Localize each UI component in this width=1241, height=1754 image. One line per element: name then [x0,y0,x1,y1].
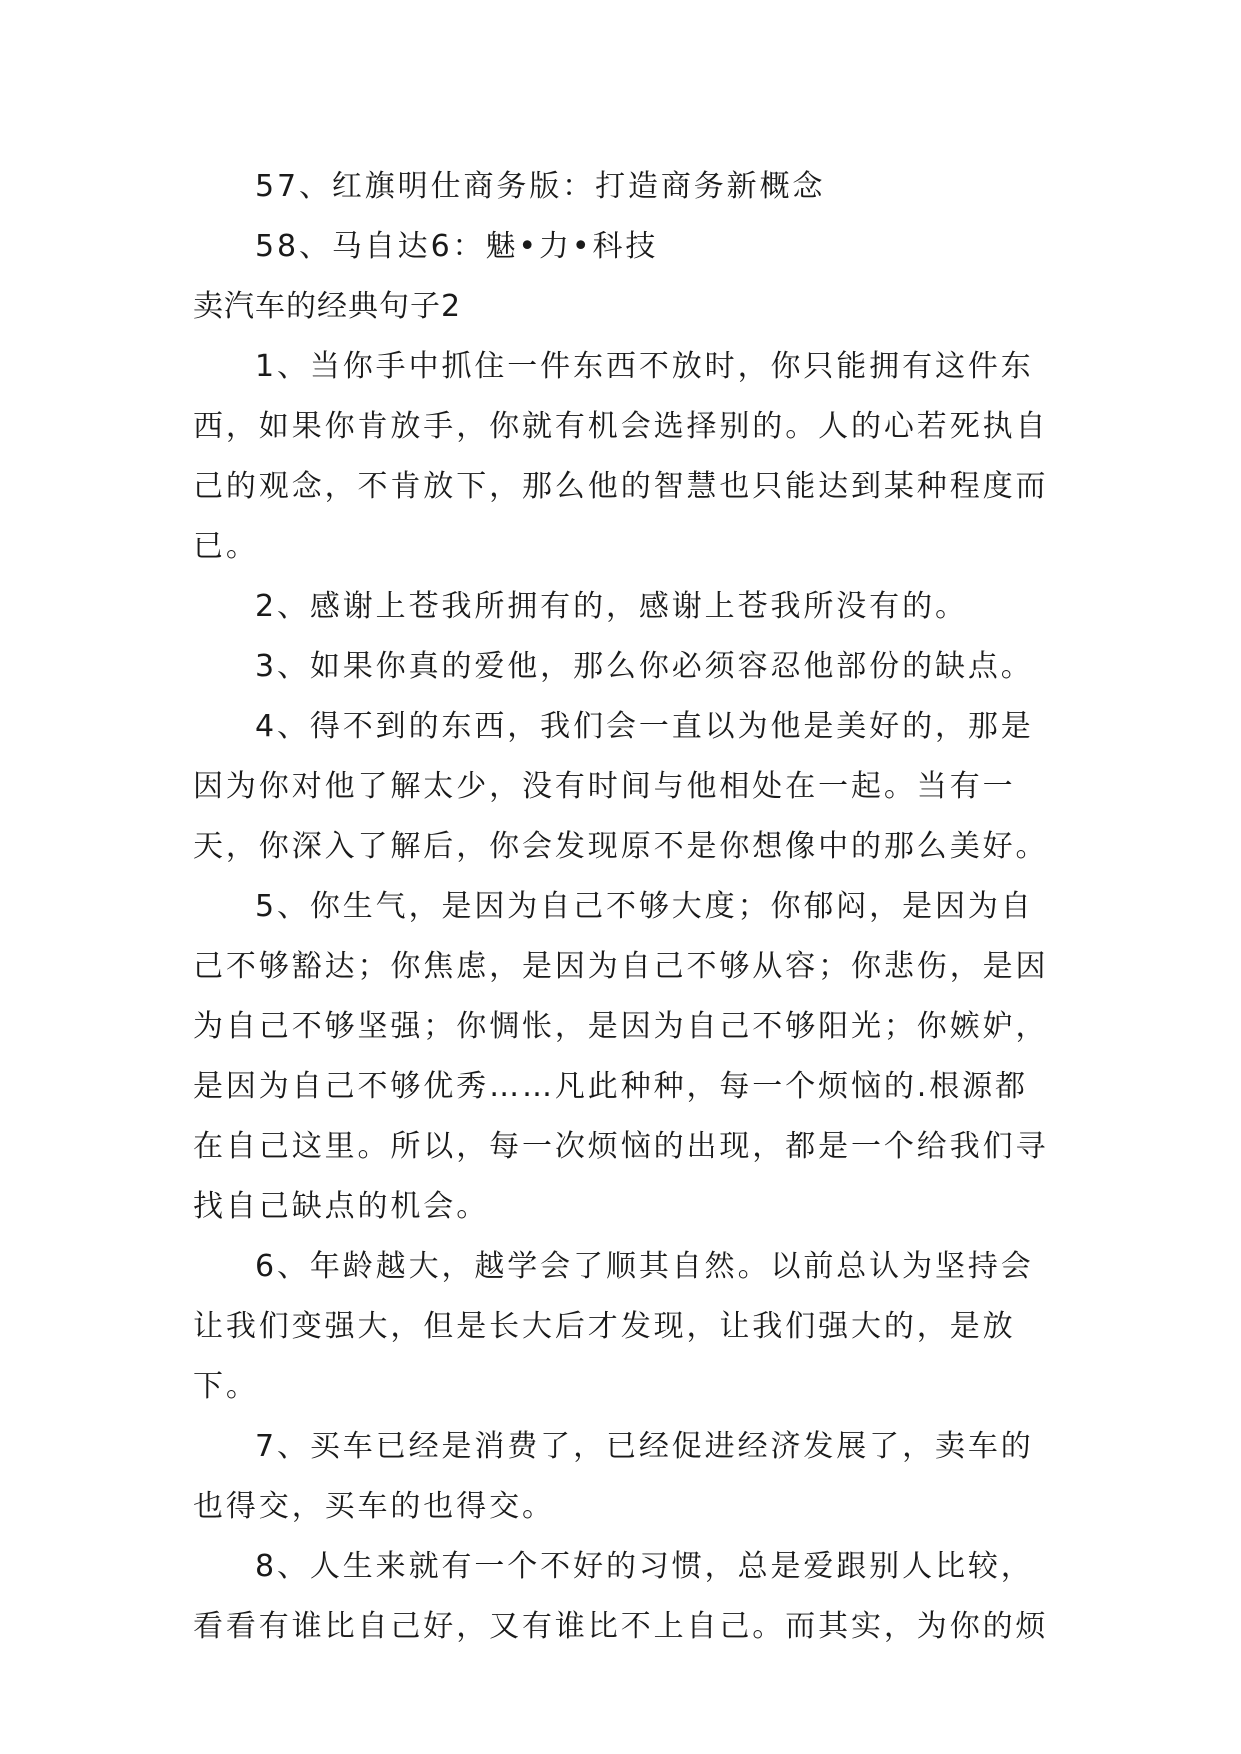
paragraph-5: 5、你生气，是因为自己不够大度；你郁闷，是因为自己不够豁达；你焦虑，是因为自己不够从容；你悲伤，是因为自己不够坚强；你惆怅，是因为自己不够阳光；你嫉妒，是因为自己不够优秀……凡此种种，每一个烦恼的.根源都在自己这里。所以，每一次烦恼的出现，都是一个给我们寻找自己缺点的机会。 [193,889,1049,1224]
paragraph-8: 8、人生来就有一个不好的习惯，总是爱跟别人比较，看看有谁比自己好，又有谁比不上自己。而其实，为你的烦 [193,1549,1049,1644]
paragraph-3: 3、如果你真的爱他，那么你必须容忍他部份的缺点。 [255,649,1034,684]
paragraph-2: 2、感谢上苍我所拥有的，感谢上苍我所没有的。 [255,589,968,624]
paragraph-1: 1、当你手中抓住一件东西不放时，你只能拥有这件东西，如果你肯放手，你就有机会选择别的。人的心若死执自己的观念，不肯放下，那么他的智慧也只能达到某种程度而已。 [193,349,1049,564]
paragraph-6: 6、年龄越大，越学会了顺其自然。以前总认为坚持会让我们变强大，但是长大后才发现，让我们强大的，是放下。 [193,1249,1034,1404]
section-heading: 卖汽车的经典句子2 [193,289,462,324]
list-item-57: 57、红旗明仕商务版：打造商务新概念 [255,169,826,204]
list-item-58: 58、马自达6：魅•力•科技 [255,229,659,264]
document-body [193,157,1053,1657]
paragraph-7: 7、买车已经是消费了，已经促进经济发展了，卖车的也得交，买车的也得交。 [193,1429,1034,1524]
paragraph-4: 4、得不到的东西，我们会一直以为他是美好的，那是因为你对他了解太少，没有时间与他相处在一起。当有一天，你深入了解后，你会发现原不是你想像中的那么美好。 [193,709,1049,864]
